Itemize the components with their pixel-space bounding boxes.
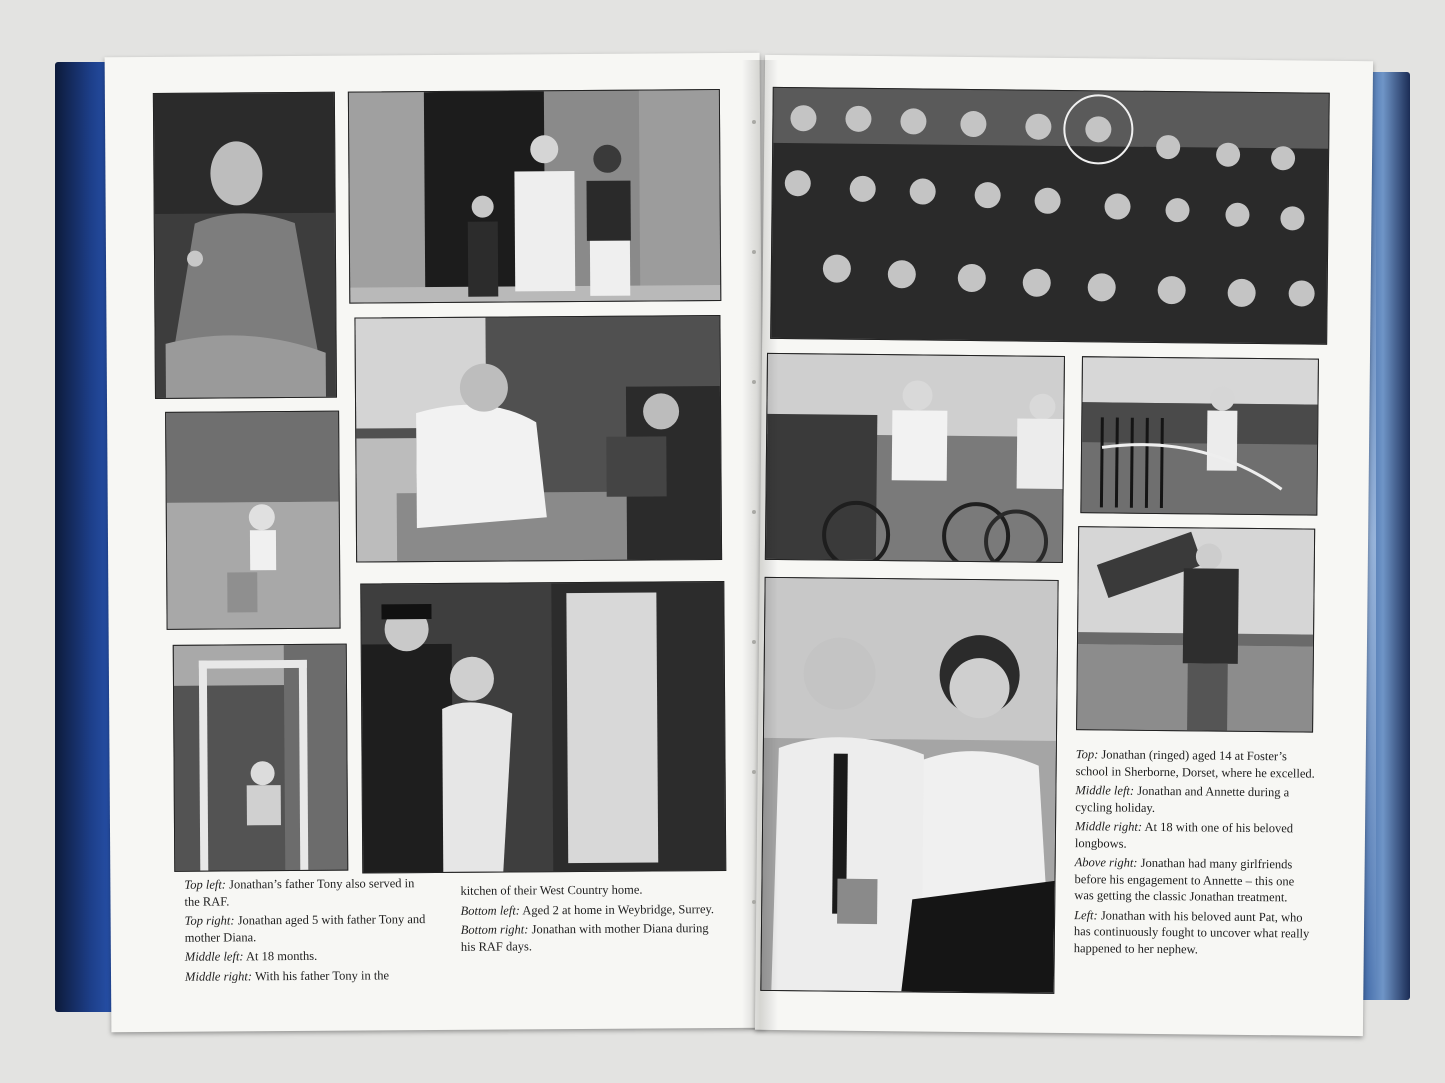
right-page	[755, 55, 1373, 1036]
photo-father-raf	[153, 92, 337, 399]
photo-girlfriend-lift	[1076, 526, 1315, 732]
photo-school-group	[770, 87, 1330, 345]
photo-aunt-pat	[760, 577, 1058, 994]
caption-above-right: Above right: Jonathan had many girlfriends before his engagement to Annette – this one was getting the classic Jonathan treatment.	[1074, 855, 1295, 905]
right-captions	[1074, 746, 1318, 962]
caption-top: Top: Jonathan (ringed) aged 14 at Foster’s school in Sherborne, Dorset, where he excelled.	[1075, 747, 1315, 781]
caption-right-middle-right: Middle right: At 18 with one of his beloved longbows.	[1074, 819, 1294, 851]
caption-top-left: Top left: Jonathan’s father Tony also served in the RAF.	[184, 876, 415, 909]
caption-bottom-right: Bottom right: Jonathan with mother Diana during his RAF days.	[460, 921, 709, 954]
photo-toddler-garden	[165, 411, 341, 630]
left-caption-column-2	[460, 881, 723, 958]
caption-top-right: Top right: Jonathan aged 5 with father Tony and mother Diana.	[184, 912, 426, 945]
caption-bottom-left: Bottom left: Aged 2 at home in Weybridge, Surrey.	[460, 901, 715, 918]
book-gutter	[742, 60, 778, 1030]
photo-cycling	[765, 353, 1065, 563]
binding-stitch	[752, 380, 756, 384]
left-page	[105, 53, 767, 1033]
left-caption-column-1	[184, 875, 431, 988]
binding-stitch	[752, 640, 756, 644]
caption-right-middle-left: Middle left: Jonathan and Annette during a cycling holiday.	[1075, 783, 1290, 815]
photo-child-swing	[173, 644, 349, 872]
binding-stitch	[752, 770, 756, 774]
photo-mother-raf	[360, 581, 726, 874]
caption-middle-left: Middle left: At 18 months.	[184, 948, 318, 964]
caption-middle-right: Middle right: With his father Tony in the	[184, 967, 390, 984]
binding-stitch	[752, 900, 756, 904]
binding-stitch	[752, 120, 756, 124]
photo-family-doorway	[348, 89, 721, 304]
photo-longbow	[1080, 356, 1319, 515]
caption-middle-right-cont: kitchen of their West Country home.	[460, 882, 643, 898]
binding-stitch	[752, 250, 756, 254]
binding-stitch	[752, 510, 756, 514]
caption-left: Left: Jonathan with his beloved aunt Pat, who has continuously fought to uncover what really happened to her nephew.	[1073, 907, 1310, 956]
photo-kitchen	[354, 315, 722, 563]
